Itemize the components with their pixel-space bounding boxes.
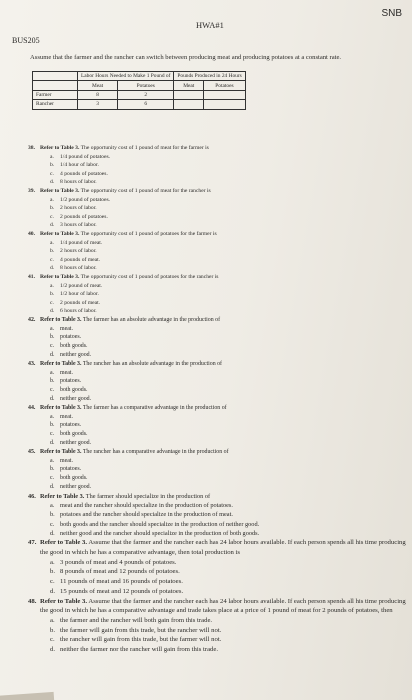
- option-text: the farmer and the rancher will both gain from this trade.: [60, 616, 213, 624]
- option-text: 1/4 pound of potatoes.: [60, 153, 111, 160]
- table-cell: [204, 90, 246, 99]
- table-corner-cell: [33, 81, 78, 90]
- question-38: [28, 144, 406, 187]
- question-reference: Refer to Table 3.: [40, 597, 88, 605]
- question-text: The rancher has an absolute advantage in the production of: [82, 360, 223, 367]
- question-number: 42.: [28, 316, 36, 323]
- answer-option: [28, 395, 406, 404]
- option-text: both goods and the rancher should specialize in the production of neither good.: [60, 520, 260, 528]
- option-text: 2 pounds of meat.: [60, 299, 101, 306]
- answer-option: [28, 307, 406, 316]
- question-text: The opportunity cost of 1 pound of potatoes for the farmer is: [80, 230, 217, 237]
- header-pounds-produced: Pounds Produced in 24 Hours: [174, 72, 245, 81]
- option-text: 3 pounds of meat and 4 pounds of potatoes.: [60, 558, 177, 566]
- question-body: [40, 144, 209, 153]
- option-text: neither the farmer nor the rancher will gain from this trade.: [60, 646, 219, 654]
- answer-option: [28, 645, 406, 655]
- option-letter: a.: [50, 616, 55, 624]
- question-stem: [28, 448, 406, 457]
- question-text: The opportunity cost of 1 pound of meat for the rancher is: [80, 187, 211, 194]
- answer-option: [28, 457, 406, 466]
- question-stem: [28, 187, 406, 196]
- option-letter: b.: [50, 422, 55, 429]
- option-text: 8 hours of labor.: [60, 179, 97, 186]
- question-number: 44.: [28, 404, 36, 411]
- question-stem: [28, 360, 406, 369]
- question-47: [28, 538, 406, 596]
- table-row: [33, 90, 246, 99]
- option-text: 2 hours of labor.: [60, 248, 97, 255]
- option-text: meat.: [60, 325, 73, 332]
- question-reference: Refer to Table 3.: [40, 273, 80, 280]
- option-text: meat.: [60, 369, 73, 376]
- row-label: Rancher: [33, 100, 78, 109]
- answer-option: [28, 342, 406, 351]
- question-body: [40, 230, 217, 239]
- option-letter: c.: [50, 170, 54, 177]
- question-number: 38.: [28, 145, 35, 151]
- option-letter: d.: [50, 265, 55, 272]
- answer-option: [28, 351, 406, 360]
- table-row: [33, 100, 246, 109]
- answer-option: [28, 465, 406, 474]
- table-corner-cell: [33, 72, 78, 81]
- question-reference: Refer to Table 3.: [40, 230, 80, 237]
- option-letter: c.: [50, 475, 55, 482]
- option-text: potatoes.: [60, 422, 82, 429]
- question-body: [40, 404, 227, 413]
- option-letter: d.: [50, 352, 55, 359]
- option-text: 1/4 hour of labor.: [60, 162, 99, 169]
- question-48: [28, 597, 406, 655]
- option-text: 15 pounds of meat and 12 pounds of potatoes.: [60, 587, 184, 595]
- question-reference: Refer to Table 3.: [40, 539, 88, 547]
- option-text: the rancher will gain from this trade, but the farmer will not.: [60, 636, 222, 644]
- question-number: 40.: [28, 230, 35, 237]
- question-43: [28, 360, 406, 404]
- option-text: neither good.: [60, 484, 92, 491]
- option-text: meat.: [60, 413, 73, 420]
- option-text: 6 hours of labor.: [60, 308, 97, 315]
- option-text: meat.: [60, 457, 73, 464]
- answer-option: [28, 501, 406, 510]
- answer-option: [28, 239, 406, 248]
- option-letter: d.: [50, 308, 55, 315]
- question-stem: [28, 597, 406, 616]
- answer-option: [28, 290, 406, 299]
- option-letter: b.: [50, 626, 56, 634]
- subheader-cell: Potatoes: [204, 81, 246, 90]
- option-letter: b.: [50, 205, 55, 212]
- question-body: [40, 538, 406, 557]
- question-body: [40, 316, 220, 325]
- option-letter: d.: [50, 440, 55, 447]
- answer-option: [28, 256, 406, 265]
- question-40: [28, 230, 406, 273]
- question-reference: Refer to Table 3.: [40, 448, 82, 455]
- question-number: 45.: [28, 448, 36, 455]
- option-text: neither good and the rancher should specialize in the production of both goods.: [60, 530, 260, 537]
- answer-option: [28, 616, 406, 626]
- question-reference: Refer to Table 3.: [40, 316, 82, 323]
- option-text: potatoes.: [60, 466, 82, 473]
- question-number: 39.: [28, 187, 35, 194]
- option-letter: d.: [50, 646, 56, 654]
- option-letter: c.: [50, 343, 55, 350]
- option-text: both goods.: [60, 387, 88, 394]
- question-44: [28, 404, 406, 448]
- question-text: The rancher has a comparative advantage in the production of: [82, 448, 229, 455]
- option-letter: d.: [50, 484, 55, 491]
- option-letter: b.: [50, 162, 55, 169]
- option-letter: d.: [50, 530, 55, 537]
- answer-option: [28, 474, 406, 483]
- option-text: 8 pounds of meat and 12 pounds of potatoes.: [60, 568, 180, 576]
- answer-option: [28, 635, 406, 645]
- option-letter: c.: [50, 213, 54, 220]
- answer-option: [28, 567, 406, 577]
- question-stem: [28, 230, 406, 239]
- table-header-row: [33, 72, 246, 81]
- question-42: [28, 316, 406, 360]
- option-text: 1/4 pound of meat.: [60, 239, 103, 246]
- option-letter: a.: [50, 502, 55, 510]
- option-text: 4 pounds of potatoes.: [60, 170, 108, 177]
- option-text: potatoes and the rancher should specialize in the production of meat.: [60, 511, 233, 519]
- answer-option: [28, 529, 406, 538]
- assignment-title: HWA#1: [196, 20, 224, 30]
- question-reference: Refer to Table 3.: [40, 404, 82, 411]
- answer-option: [28, 264, 406, 273]
- table-cell: 6: [118, 100, 174, 109]
- question-body: [40, 597, 406, 616]
- header-labor-hours: Labor Hours Needed to Make 1 Pound of: [78, 72, 174, 81]
- option-text: 1/2 hour of labor.: [60, 291, 99, 298]
- option-text: 2 hours of labor.: [60, 205, 97, 212]
- option-letter: d.: [50, 396, 55, 403]
- question-stem: [28, 144, 406, 153]
- question-45: [28, 448, 406, 492]
- option-text: meat and the rancher should specialize in the production of potatoes.: [60, 502, 233, 510]
- answer-option: [28, 439, 406, 448]
- option-letter: c.: [50, 299, 54, 306]
- answer-option: [28, 204, 406, 213]
- corner-label: SNB: [381, 8, 402, 19]
- answer-option: [28, 161, 406, 170]
- option-text: potatoes.: [60, 334, 82, 341]
- question-text: The farmer should specialize in the production of: [85, 492, 211, 500]
- table-cell: [204, 100, 246, 109]
- option-text: 1/2 pound of potatoes.: [60, 196, 111, 203]
- question-text: The farmer has an absolute advantage in the production of: [82, 316, 221, 323]
- option-letter: b.: [50, 568, 56, 576]
- option-letter: c.: [50, 578, 55, 586]
- option-letter: a.: [50, 196, 54, 203]
- question-stem: [28, 538, 406, 557]
- answer-option: [28, 430, 406, 439]
- option-letter: a.: [50, 369, 55, 376]
- question-number: 47.: [28, 539, 37, 547]
- answer-option: [28, 587, 406, 597]
- answer-option: [28, 325, 406, 334]
- question-text: The opportunity cost of 1 pound of potatoes for the rancher is: [80, 273, 219, 280]
- question-number: 46.: [28, 492, 36, 500]
- tape-strip: [0, 692, 54, 700]
- option-text: 8 hours of labor.: [60, 265, 97, 272]
- option-letter: c.: [50, 636, 55, 644]
- option-text: both goods.: [60, 431, 88, 438]
- option-letter: b.: [50, 466, 55, 473]
- question-text: Assume that the farmer and the rancher each has 24 labor hours available. If each person spends all his time producing the good in which he has a comparative advantage and trade takes place at a price of 1 pound of meat for 2 pounds of potatoes, then: [40, 597, 406, 615]
- answer-option: [28, 483, 406, 492]
- subheader-cell: Meat: [78, 81, 118, 90]
- question-body: [40, 273, 218, 282]
- answer-option: [28, 577, 406, 587]
- option-text: the farmer will gain from this trade, but the rancher will not.: [60, 626, 222, 634]
- question-stem: [28, 316, 406, 325]
- option-letter: a.: [50, 325, 55, 332]
- option-letter: a.: [50, 153, 54, 160]
- option-text: 1/2 pound of meat.: [60, 282, 103, 289]
- option-letter: c.: [50, 256, 54, 263]
- option-text: potatoes.: [60, 378, 82, 385]
- option-letter: d.: [50, 179, 55, 186]
- question-body: [40, 448, 229, 457]
- option-text: 3 hours of labor.: [60, 222, 97, 229]
- answer-option: [28, 247, 406, 256]
- option-letter: b.: [50, 511, 55, 519]
- option-text: neither good.: [60, 352, 92, 359]
- table-cell: 8: [78, 90, 118, 99]
- question-stem: [28, 492, 406, 501]
- option-letter: b.: [50, 334, 55, 341]
- option-text: neither good.: [60, 396, 92, 403]
- answer-option: [28, 299, 406, 308]
- option-letter: b.: [50, 378, 55, 385]
- answer-option: [28, 282, 406, 291]
- question-reference: Refer to Table 3.: [40, 492, 85, 500]
- option-letter: b.: [50, 248, 55, 255]
- option-letter: b.: [50, 291, 55, 298]
- answer-option: [28, 413, 406, 422]
- option-letter: a.: [50, 457, 55, 464]
- question-46: [28, 492, 406, 538]
- table-cell: [174, 100, 204, 109]
- option-text: both goods.: [60, 343, 88, 350]
- answer-option: [28, 221, 406, 230]
- question-text: The opportunity cost of 1 pound of meat for the farmer is: [80, 145, 209, 151]
- intro-text: Assume that the farmer and the rancher can switch between producing meat and producing potatoes at a constant rate.: [30, 54, 342, 61]
- question-body: [40, 187, 211, 196]
- question-41: [28, 273, 406, 316]
- question-stem: [28, 404, 406, 413]
- question-body: [40, 492, 210, 501]
- option-letter: d.: [50, 587, 56, 595]
- answer-option: [28, 386, 406, 395]
- option-letter: d.: [50, 222, 55, 229]
- option-text: 2 pounds of potatoes.: [60, 213, 108, 220]
- option-text: 11 pounds of meat and 16 pounds of potatoes.: [60, 578, 183, 586]
- answer-option: [28, 196, 406, 205]
- table-cell: [174, 90, 204, 99]
- option-text: 4 pounds of meat.: [60, 256, 101, 263]
- question-body: [40, 360, 222, 369]
- table-3: [32, 71, 246, 110]
- course-code: BUS205: [12, 36, 40, 45]
- question-number: 41.: [28, 273, 35, 280]
- answer-option: [28, 377, 406, 386]
- option-letter: c.: [50, 431, 55, 438]
- subheader-cell: Potatoes: [118, 81, 174, 90]
- question-number: 48.: [28, 597, 37, 605]
- table-cell: 3: [78, 100, 118, 109]
- answer-option: [28, 153, 406, 162]
- row-label: Farmer: [33, 90, 78, 99]
- table-subheader-row: [33, 81, 246, 90]
- subheader-cell: Meat: [174, 81, 204, 90]
- answer-option: [28, 213, 406, 222]
- question-number: 43.: [28, 360, 36, 367]
- answer-option: [28, 626, 406, 636]
- question-list: [28, 144, 406, 655]
- question-reference: Refer to Table 3.: [40, 360, 82, 367]
- question-text: Assume that the farmer and the rancher each has 24 labor hours available. If each person spends all his time producing the good in which he has a comparative advantage, then total production is: [40, 539, 406, 556]
- option-letter: c.: [50, 387, 55, 394]
- question-text: The farmer has a comparative advantage in the production of: [82, 404, 227, 411]
- option-letter: a.: [50, 558, 55, 566]
- answer-option: [28, 510, 406, 519]
- option-letter: a.: [50, 413, 55, 420]
- question-reference: Refer to Table 3.: [40, 145, 80, 151]
- answer-option: [28, 170, 406, 179]
- question-reference: Refer to Table 3.: [40, 187, 80, 194]
- answer-option: [28, 333, 406, 342]
- answer-option: [28, 421, 406, 430]
- option-text: neither good.: [60, 440, 92, 447]
- question-39: [28, 187, 406, 230]
- answer-option: [28, 520, 406, 529]
- answer-option: [28, 369, 406, 378]
- option-text: both goods.: [60, 475, 88, 482]
- answer-option: [28, 558, 406, 568]
- answer-option: [28, 178, 406, 187]
- option-letter: c.: [50, 520, 55, 528]
- option-letter: a.: [50, 282, 54, 289]
- table-cell: 2: [118, 90, 174, 99]
- question-stem: [28, 273, 406, 282]
- option-letter: a.: [50, 239, 54, 246]
